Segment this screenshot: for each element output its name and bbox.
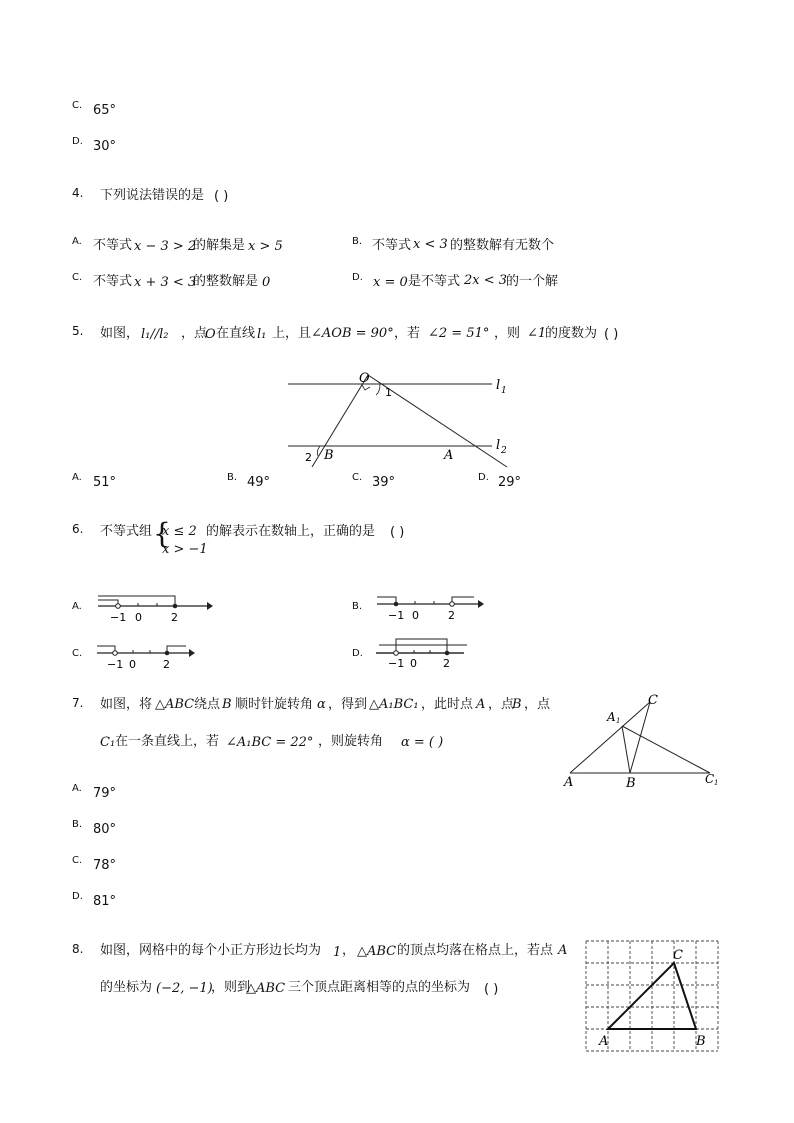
label-l2-sub: 2 xyxy=(501,446,507,456)
option-math: 0 xyxy=(262,275,271,290)
label-b: B xyxy=(626,776,636,790)
tick-0: 0 xyxy=(135,611,142,624)
stem-text: 的顶点均落在格点上，若点 xyxy=(397,943,554,958)
stem-text: 上，且 xyxy=(272,326,312,341)
stem-math: C₁ xyxy=(100,735,116,750)
question-number: 4. xyxy=(72,186,84,200)
rotation-triangle-figure xyxy=(560,690,730,790)
stem-math: △ABC xyxy=(246,981,286,996)
tick-neg1: −1 xyxy=(388,609,405,622)
tick-0: 0 xyxy=(129,658,136,671)
stem-text: ，则旋转角 xyxy=(318,734,384,749)
stem-text: ，点 xyxy=(488,697,515,712)
stem-text: 顺时针旋转角 xyxy=(235,697,314,712)
label-l2: l xyxy=(496,438,501,453)
stem-text: 在直线 xyxy=(216,326,256,341)
option-letter: A. xyxy=(72,601,82,612)
stem-text: 绕点 xyxy=(194,697,221,712)
option-letter: B. xyxy=(352,236,363,247)
tick-2: 2 xyxy=(443,657,450,670)
tick-neg1: −1 xyxy=(110,611,127,624)
stem-text: ，则 xyxy=(494,326,521,341)
label-a1: A xyxy=(607,710,616,724)
option-text: 不等式 xyxy=(372,238,412,253)
label-l1: l xyxy=(496,378,501,393)
q6-number-line-a xyxy=(95,588,215,624)
stem-math: △ABC xyxy=(155,697,195,712)
label-a1-sub: 1 xyxy=(616,717,621,725)
system-brace: { xyxy=(153,517,171,550)
label-a: A xyxy=(444,448,454,463)
stem-text: ，点 xyxy=(524,697,551,712)
stem-text: 的解表示在数轴上，正确的是 xyxy=(206,524,376,539)
stem-math: B xyxy=(222,697,232,712)
tick-neg1: −1 xyxy=(388,657,405,670)
stem-math: (−2, −1) xyxy=(156,981,213,996)
stem-text: 的度数为 xyxy=(545,326,598,341)
label-angle-1: 1 xyxy=(385,386,392,399)
grid-triangle-figure xyxy=(582,937,722,1055)
option-letter: D. xyxy=(72,891,83,902)
option-text: 的整数解是 xyxy=(193,274,259,289)
option-value: 49° xyxy=(247,475,271,490)
stem-text: ，得到 xyxy=(328,697,368,712)
stem-math: △ABC xyxy=(357,944,397,959)
label-b: B xyxy=(324,448,334,463)
stem-math: ∠1 xyxy=(527,326,547,341)
option-math: x = 0 xyxy=(373,275,408,290)
stem-math: l₁ xyxy=(257,327,267,342)
option-letter: D. xyxy=(352,272,363,283)
option-value: 51° xyxy=(93,475,117,490)
option-value: 39° xyxy=(372,475,396,490)
option-letter: B. xyxy=(72,819,83,830)
answer-paren: ( ) xyxy=(604,327,619,342)
label-c: C xyxy=(673,948,683,963)
option-value: 65° xyxy=(93,103,117,118)
option-letter: D. xyxy=(72,136,83,147)
stem-math: 1 xyxy=(333,945,342,960)
stem-math: B xyxy=(512,697,522,712)
answer-paren: ( ) xyxy=(390,525,405,540)
option-text: 的一个解 xyxy=(506,274,559,289)
tick-2: 2 xyxy=(171,611,178,624)
label-b: B xyxy=(696,1034,706,1049)
stem-math: ∠A₁BC = 22° xyxy=(226,735,314,750)
option-math: x − 3 > 2 xyxy=(134,239,197,254)
label-c1-sub: 1 xyxy=(714,779,719,787)
stem-math: A xyxy=(558,943,568,958)
option-value: 78° xyxy=(93,858,117,873)
option-text: 的解集是 xyxy=(193,238,246,253)
option-value: 80° xyxy=(93,822,117,837)
stem-text: ， xyxy=(342,943,356,958)
stem-math: A xyxy=(476,697,486,712)
parallel-lines-figure xyxy=(280,365,520,470)
stem-text: ，若 xyxy=(394,326,421,341)
tick-0: 0 xyxy=(412,609,419,622)
stem-text: ，则到 xyxy=(211,980,251,995)
label-o: O xyxy=(359,371,370,386)
option-letter: C. xyxy=(72,855,83,866)
stem-math: α xyxy=(317,697,326,712)
option-letter: C. xyxy=(72,100,83,111)
label-angle-2: 2 xyxy=(305,451,312,464)
stem-text: 如图，将 xyxy=(100,697,153,712)
option-letter: A. xyxy=(72,236,82,247)
tick-neg1: −1 xyxy=(107,658,124,671)
option-text: 的整数解有无数个 xyxy=(450,238,555,253)
option-letter: C. xyxy=(352,472,363,483)
question-number: 7. xyxy=(72,696,84,710)
option-letter: C. xyxy=(72,272,83,283)
option-value: 29° xyxy=(498,475,522,490)
option-value: 30° xyxy=(93,139,117,154)
stem-text: 如图，网格中的每个小正方形边长均为 xyxy=(100,943,322,958)
option-letter: C. xyxy=(72,648,83,659)
option-text: 不等式 xyxy=(93,238,133,253)
stem-math: O xyxy=(205,327,216,342)
label-a: A xyxy=(564,775,574,790)
option-letter: D. xyxy=(352,648,363,659)
stem-math: ∠2 = 51° xyxy=(428,326,490,341)
option-value: 79° xyxy=(93,786,117,801)
option-math: x > 5 xyxy=(248,239,283,254)
option-letter: A. xyxy=(72,472,82,483)
stem-math: α = ( ) xyxy=(401,735,444,750)
answer-paren: ( ) xyxy=(214,189,229,204)
stem-text: 三个顶点距离相等的点的坐标为 xyxy=(288,980,471,995)
stem-text: ，此时点 xyxy=(421,697,474,712)
stem-math: ∠AOB = 90° xyxy=(311,326,394,341)
system-line-1: x ≤ 2 xyxy=(162,524,197,539)
stem-text: 的坐标为 xyxy=(100,980,153,995)
option-math: x < 3 xyxy=(413,237,448,252)
option-letter: B. xyxy=(352,601,363,612)
q6-number-line-c xyxy=(94,637,199,671)
stem-math: l₁//l₂ xyxy=(141,327,169,342)
tick-2: 2 xyxy=(163,658,170,671)
q6-number-line-b xyxy=(374,588,489,624)
question-number: 6. xyxy=(72,522,84,536)
question-stem: 下列说法错误的是 xyxy=(100,188,205,203)
label-a: A xyxy=(599,1034,609,1049)
tick-2: 2 xyxy=(448,609,455,622)
option-letter: A. xyxy=(72,783,82,794)
stem-math: △A₁BC₁ xyxy=(369,697,419,712)
option-text: 不等式 xyxy=(93,274,133,289)
option-value: 81° xyxy=(93,894,117,909)
option-math: 2x < 3 xyxy=(464,273,508,288)
stem-text: 如图， xyxy=(100,326,140,341)
option-math: x + 3 < 3 xyxy=(134,275,197,290)
label-c1: C xyxy=(705,772,715,786)
option-text: 是不等式 xyxy=(408,274,461,289)
question-number: 8. xyxy=(72,942,84,956)
label-c: C xyxy=(648,693,658,708)
stem-text: 不等式组 xyxy=(100,524,153,539)
question-number: 5. xyxy=(72,324,84,338)
q6-number-line-d xyxy=(374,635,474,671)
option-letter: D. xyxy=(478,472,489,483)
label-l1-sub: 1 xyxy=(501,386,507,396)
answer-paren: ( ) xyxy=(484,982,499,997)
system-line-2: x > −1 xyxy=(162,542,208,557)
stem-text: 在一条直线上，若 xyxy=(115,734,220,749)
option-letter: B. xyxy=(227,472,238,483)
stem-text: ，点 xyxy=(181,326,208,341)
tick-0: 0 xyxy=(410,657,417,670)
